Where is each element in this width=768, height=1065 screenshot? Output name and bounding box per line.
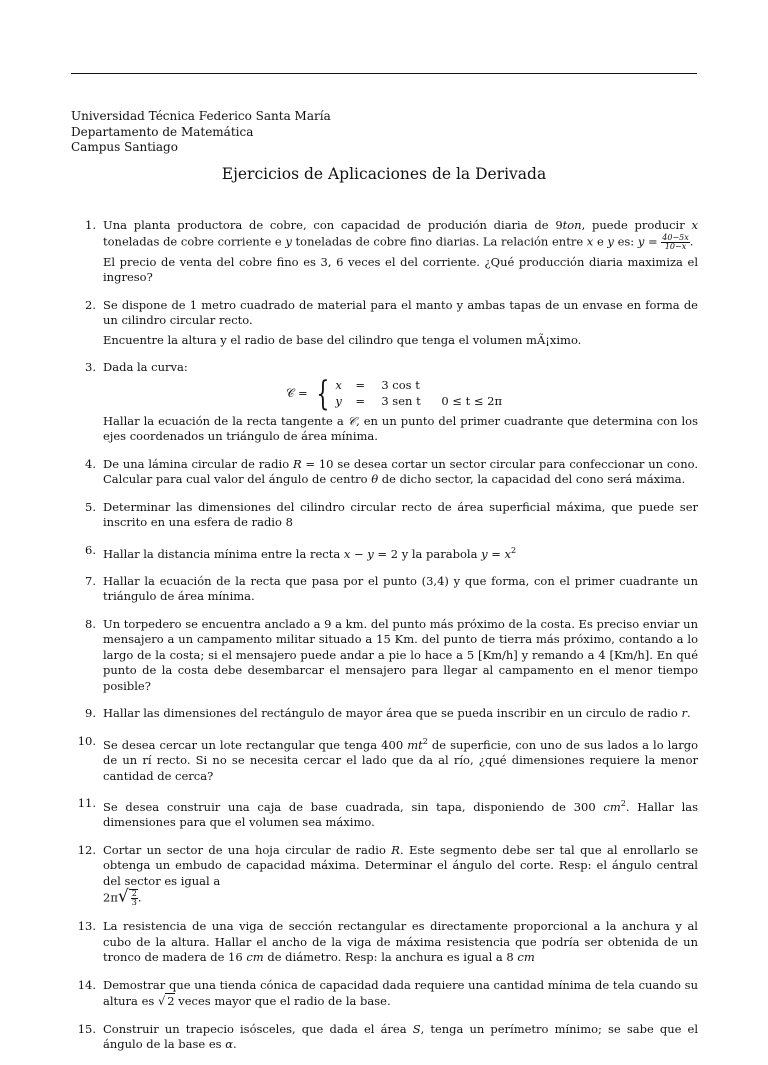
exercise-text: Se desea construir una caja de base cuadrada, sin tapa, disponiendo de 300 $cm^2$. Hallar las dimensiones para que el volumen sea máximo. — [103, 799, 699, 830]
exercise-number: 6. — [85, 542, 96, 557]
exercise-text: Determinar las dimensiones del cilindro circular recto de área superficial máxima, que puede ser inscrito en una esfera de radio 8 — [103, 499, 698, 529]
exercise-1 — [72, 218, 698, 286]
exercise-number: 3. — [85, 360, 96, 374]
exercise-6 — [72, 543, 698, 562]
exercise-12 — [72, 843, 698, 908]
exercise-number: 14. — [77, 977, 96, 992]
exercise-2 — [72, 298, 698, 349]
exercise-15 — [72, 1022, 698, 1053]
exercise-number: 5. — [85, 499, 96, 514]
fraction: $\frac{40-5x}{10-x}$ — [662, 232, 689, 251]
exercise-5 — [72, 500, 698, 531]
institution-block — [71, 109, 331, 156]
exercise-9 — [72, 706, 698, 722]
page-title: Ejercicios de Aplicaciones de la Derivada — [221, 165, 547, 183]
campus-name: Campus Santiago — [71, 140, 178, 154]
exercise-number: 4. — [85, 456, 96, 471]
exercise-text: Construir un trapecio isósceles, que dada el área S, tenga un perímetro mínimo; se sabe que el ángulo de la base es α. — [103, 1021, 698, 1052]
exercise-text: La resistencia de una viga de sección rectangular es directamente proporcional a la anchura y al cubo de la altura. Hallar el ancho de la viga de máxima resistencia que podría ser obtenida de un tronco de madera de 16 cm de diámetro. Resp: la anchura es igual a 8 cm — [103, 919, 698, 965]
exercise-13 — [72, 919, 698, 966]
exercise-7 — [72, 574, 698, 605]
exercise-11 — [72, 796, 698, 831]
exercise-text: Una planta productora de cobre, con capacidad de produción diaria de 9ton, puede producir x toneladas de cobre corriente e y toneladas de cobre fino diarias. La relación entre x e y es: y = $\frac{40-5x}{10-x}$ . — [103, 218, 699, 251]
exercise-text: Se desea cercar un lote rectangular que tenga 400 $mt^2$ de superficie, con uno de sus lados a lo largo de un rí recto. Si no se necesita cercar el lado que da al río, ¿qué dimensiones requiere la menor cantidad de cerca? — [103, 736, 699, 783]
exercise-number: 9. — [85, 706, 96, 721]
system-rows: x = 3 cos t y = 3 sen t 0 ≤ t ≤ 2π — [335, 377, 503, 408]
exercise-number: 12. — [77, 842, 96, 857]
exercise-14 — [72, 978, 698, 1010]
exercise-text: Demostrar que una tienda cónica de capacidad dada requiere una cantidad mínima de tela cuando su altura es √ 2 veces mayor que el radio de la base. — [103, 977, 698, 1009]
exercise-list — [72, 218, 698, 1065]
fraction: $\frac{2}{3}$ — [131, 889, 137, 908]
exercise-text: De una lámina circular de radio R = 10 se desea cortar un sector circular para confeccionar un cono. Calcular para cual valor del ángulo de centro θ de dicho sector, la capacidad del cono será máxima. — [103, 456, 698, 486]
exercise-3 — [72, 360, 698, 445]
parametric-system — [286, 373, 698, 414]
university-name: Universidad Técnica Federico Santa María — [71, 109, 331, 123]
system-lhs: 𝒞 = — [286, 385, 308, 400]
top-rule — [71, 73, 697, 74]
exercise-number: 10. — [77, 733, 96, 748]
department-name: Departamento de Matemática — [71, 124, 254, 139]
exercise-10 — [72, 734, 698, 784]
exercise-number: 1. — [85, 218, 96, 232]
exercise-8 — [72, 617, 698, 695]
exercise-number: 11. — [77, 796, 96, 811]
exercise-number: 13. — [77, 919, 96, 934]
exercise-text: Hallar la distancia mínima entre la recta x − y = 2 y la parabola $y = x^2$ — [103, 545, 517, 561]
exercise-text: Encuentre la altura y el radio de base del cilindro que tenga el volumen mÃ¡ximo. — [103, 332, 582, 347]
exercise-number: 7. — [85, 573, 96, 588]
exercise-text: Se dispone de 1 metro cuadrado de material para el manto y ambas tapas de un envase en forma de un cilindro circular recto. — [103, 297, 698, 327]
exercise-text: Un torpedero se encuentra anclado a 9 a km. del punto más próximo de la costa. Es preciso enviar un mensajero a un campamento militar situado a 15 Km. del punto de tierra más próximo, contando a lo largo de la costa; si el mensajero puede andar a pie lo hace a 5 [Km/h] y remando a 4 [Km/h]. En qué punto de la costa debe desembarcar el mensajero para llegar al campamento en el menor tiempo posible? — [103, 616, 698, 693]
sqrt-radicand — [129, 889, 138, 907]
exercise-number: 8. — [85, 616, 96, 631]
exercise-text: El precio de venta del cobre fino es 3, 6 veces el del corriente. ¿Qué producción diaria maximiza el ingreso? — [103, 254, 698, 284]
exercise-text: Hallar las dimensiones del rectángulo de mayor área que se pueda inscribir en un circulo de radio r. — [103, 706, 691, 721]
exercise-number: 2. — [85, 297, 96, 312]
exercise-text: Cortar un sector de una hoja circular de radio R. Este segmento debe ser tal que al enrollarlo se obtenga un embudo de capacidad máxima. Determinar el ángulo del corte. Resp: el ángulo central del sector es igual a 2π√ $\frac{2}{3}$ . — [103, 842, 698, 908]
exercise-text: Hallar la ecuación de la recta que pasa por el punto (3,4) y que forma, con el primer cuadrante un triángulo de área mínima. — [103, 573, 698, 604]
left-brace: { — [316, 373, 329, 414]
exercise-number: 15. — [77, 1021, 96, 1036]
exercise-text: Dada la curva: — [103, 360, 188, 374]
exercise-text: Hallar la ecuación de la recta tangente a 𝒞, en un punto del primer cuadrante que determina con los ejes coordenados un triángulo de área mínima. — [103, 413, 698, 443]
exercise-4 — [72, 457, 698, 488]
